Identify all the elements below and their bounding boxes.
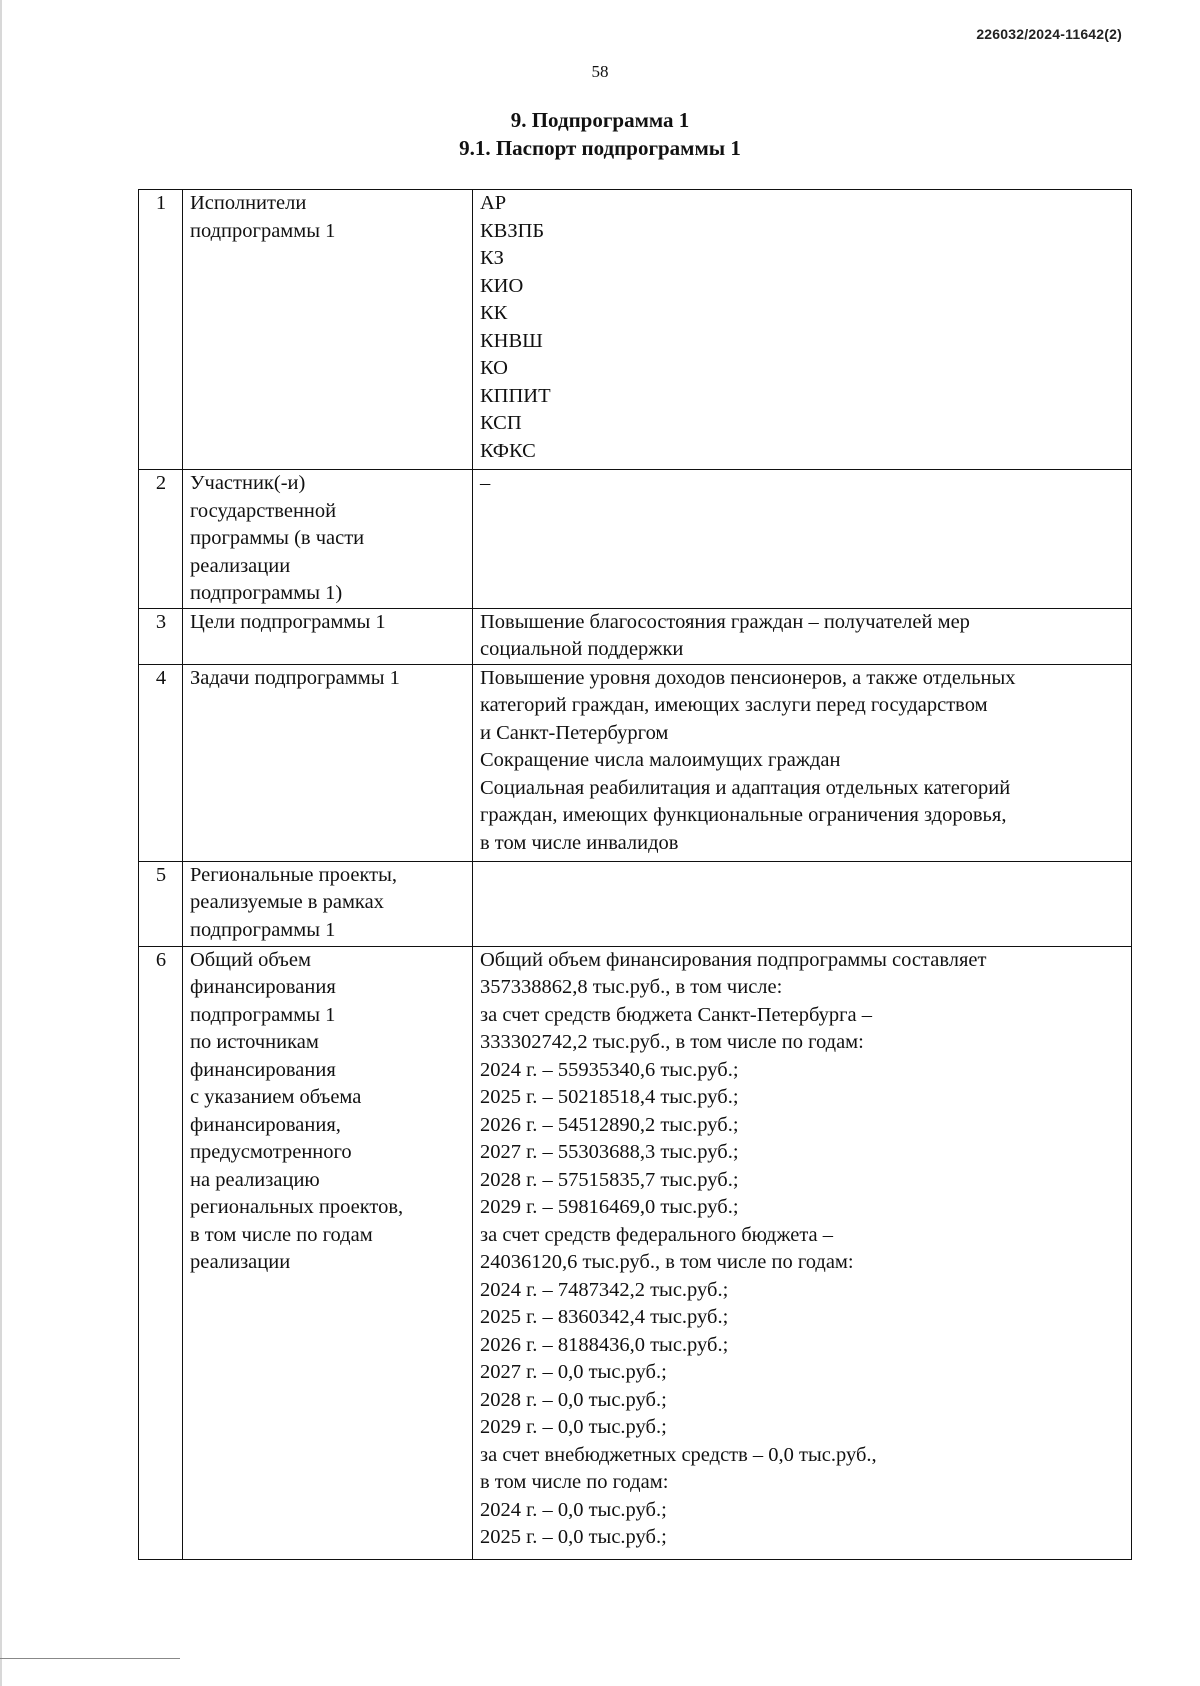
value-line: 2027 г. – 55303688,3 тыс.руб.;	[480, 1141, 739, 1163]
subsection-title: 9.1. Паспорт подпрограммы 1	[459, 136, 741, 160]
label-line: на реализацию	[190, 1168, 320, 1191]
section-title: 9. Подпрограмма 1	[510, 108, 690, 132]
value-line: категорий граждан, имеющих заслуги перед государством	[480, 694, 988, 716]
row-value	[473, 946, 1132, 1559]
row-number: 2	[139, 470, 183, 609]
value-line: КНВШ	[480, 329, 543, 352]
row-value	[473, 470, 1132, 609]
row-value	[473, 190, 1132, 470]
label-line: финансирования	[190, 976, 336, 998]
value-line: в том числе по годам:	[480, 1471, 669, 1493]
value-line: за счет средств федерального бюджета –	[480, 1223, 834, 1246]
label-line: Задачи подпрограммы 1	[190, 666, 400, 689]
label-line: подпрограммы 1	[190, 1003, 336, 1026]
value-line: 357338862,8 тыс.руб., в том числе:	[480, 976, 783, 998]
document-id: 226032/2024-11642(2)	[976, 26, 1122, 42]
table-row	[139, 190, 1132, 470]
row-label	[183, 664, 473, 861]
label-line: государственной	[190, 499, 337, 522]
label-line: подпрограммы 1)	[190, 582, 343, 604]
value-line: КО	[480, 357, 508, 379]
value-line: социальной поддержки	[480, 638, 684, 660]
label-line: реализации	[190, 1251, 291, 1273]
row-value	[473, 608, 1132, 664]
value-line: 2028 г. – 0,0 тыс.руб.;	[480, 1388, 667, 1411]
row-label	[183, 470, 473, 609]
label-line: подпрограммы 1	[190, 918, 336, 941]
table-row	[139, 608, 1132, 664]
scan-bottom-line	[0, 1658, 180, 1659]
value-line: 2024 г. – 7487342,2 тыс.руб.;	[480, 1278, 729, 1301]
value-line: 2024 г. – 55935340,6 тыс.руб.;	[480, 1058, 739, 1081]
label-line: подпрограммы 1	[190, 219, 336, 242]
row-label	[183, 861, 473, 946]
label-line: Общий объем	[190, 948, 311, 971]
label-line: по источникам	[190, 1031, 319, 1053]
label-line: Исполнители	[190, 192, 307, 214]
label-line: региональных проектов,	[190, 1196, 404, 1218]
scan-edge-line	[0, 0, 2, 1686]
label-line: в том числе по годам	[190, 1223, 373, 1246]
row-number: 1	[139, 190, 183, 470]
value-line: граждан, имеющих функциональные ограничения здоровья,	[480, 804, 1007, 826]
value-line: 2025 г. – 0,0 тыс.руб.;	[480, 1526, 667, 1548]
row-label	[183, 608, 473, 664]
value-line: 333302742,2 тыс.руб., в том числе по годам:	[480, 1031, 864, 1053]
row-label	[183, 946, 473, 1559]
value-line: 2024 г. – 0,0 тыс.руб.;	[480, 1498, 667, 1521]
label-line: с указанием объема	[190, 1086, 362, 1108]
value-line: 2029 г. – 0,0 тыс.руб.;	[480, 1416, 667, 1438]
row-number: 3	[139, 608, 183, 664]
label-line: финансирования,	[190, 1113, 341, 1136]
value-line: и Санкт-Петербургом	[480, 721, 669, 744]
value-line: Повышение благосостояния граждан – получателей мер	[480, 610, 970, 633]
value-line: КИО	[480, 274, 524, 297]
value-line: –	[480, 472, 491, 494]
value-line: КК	[480, 302, 508, 324]
value-line: КЗ	[480, 247, 504, 269]
row-label	[183, 190, 473, 470]
row-number: 6	[139, 946, 183, 1559]
label-line: Цели подпрограммы 1	[190, 610, 386, 633]
value-line: в том числе инвалидов	[480, 831, 679, 854]
value-line: Повышение уровня доходов пенсионеров, а также отдельных	[480, 666, 1016, 689]
table-row	[139, 861, 1132, 946]
value-line: АР	[480, 192, 507, 214]
value-line: 2025 г. – 50218518,4 тыс.руб.;	[480, 1086, 739, 1108]
label-line: реализуемые в рамках	[190, 891, 384, 913]
label-line: Участник(-и)	[190, 472, 306, 494]
value-line: КФКС	[480, 439, 536, 462]
label-line: Региональные проекты,	[190, 863, 398, 886]
value-line: 24036120,6 тыс.руб., в том числе по годам:	[480, 1251, 854, 1273]
value-line: КППИТ	[480, 384, 551, 407]
section-heading	[0, 106, 1200, 162]
label-line: предусмотренного	[190, 1141, 352, 1163]
table-row	[139, 470, 1132, 609]
page-number: 58	[591, 62, 609, 81]
row-number: 4	[139, 664, 183, 861]
row-number: 5	[139, 861, 183, 946]
value-line: Сокращение числа малоимущих граждан	[480, 749, 841, 771]
row-value	[473, 861, 1132, 946]
value-line: 2025 г. – 8360342,4 тыс.руб.;	[480, 1306, 729, 1328]
value-line: за счет внебюджетных средств – 0,0 тыс.руб.,	[480, 1443, 877, 1466]
label-line: реализации	[190, 554, 291, 577]
value-line: 2027 г. – 0,0 тыс.руб.;	[480, 1361, 667, 1383]
table-row	[139, 946, 1132, 1559]
value-line: 2029 г. – 59816469,0 тыс.руб.;	[480, 1196, 739, 1218]
label-line: программы (в части	[190, 527, 365, 549]
passport-table-body	[139, 190, 1132, 1560]
value-line: 2026 г. – 8188436,0 тыс.руб.;	[480, 1333, 729, 1356]
value-line: 2028 г. – 57515835,7 тыс.руб.;	[480, 1168, 739, 1191]
value-line: 2026 г. – 54512890,2 тыс.руб.;	[480, 1113, 739, 1136]
value-line: Общий объем финансирования подпрограммы составляет	[480, 948, 987, 971]
passport-table	[138, 189, 1132, 1560]
table-row	[139, 664, 1132, 861]
value-line: Социальная реабилитация и адаптация отдельных категорий	[480, 776, 1011, 799]
value-line: КВЗПБ	[480, 219, 545, 242]
value-line: КСП	[480, 412, 522, 434]
value-line: за счет средств бюджета Санкт-Петербурга –	[480, 1003, 872, 1026]
label-line: финансирования	[190, 1058, 336, 1081]
row-value	[473, 664, 1132, 861]
